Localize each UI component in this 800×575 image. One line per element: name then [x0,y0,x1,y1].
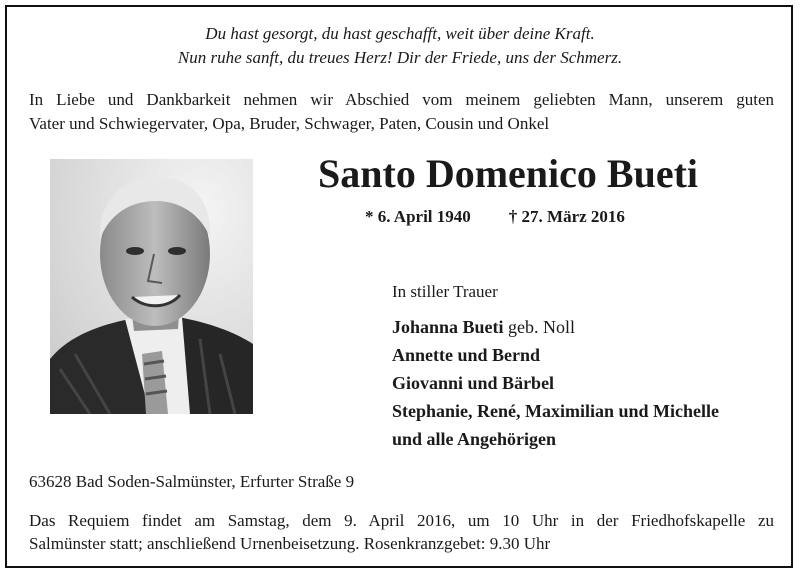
maiden-name: geb. Noll [508,317,576,337]
mourner-line: Annette und Bernd [392,345,541,365]
mourner-line: Stephanie, René, Maximilian und Michelle [392,401,720,421]
poem-line-2: Nun ruhe sanft, du treues Herz! Dir der Friede, uns der Schmerz. [177,48,623,67]
intro-line-1: In Liebe und Dankbarkeit nehmen wir Abschied vom meinem geliebten Mann, unserem guten [29,90,774,109]
life-dates [365,206,625,228]
mourner-line [392,313,719,341]
mourners-list [392,313,719,453]
portrait-photo-icon [50,159,253,414]
intro-line-2: Vater und Schwiegervater, Opa, Bruder, Schwager, Paten, Cousin und Onkel [29,114,550,133]
mourner-name: Johanna Bueti [392,317,504,337]
birth-date: * 6. April 1940 [365,207,471,226]
portrait-photo [50,159,253,414]
death-date: † 27. März 2016 [508,207,625,226]
family-address: 63628 Bad Soden-Salmünster, Erfurter Straße 9 [29,472,355,491]
mourner-line: Giovanni und Bärbel [392,373,555,393]
memorial-poem [0,22,800,70]
deceased-name: Santo Domenico Bueti [318,151,698,196]
poem-line-1: Du hast gesorgt, du hast geschafft, weit über deine Kraft. [205,24,595,43]
intro-text [29,88,774,136]
service-line-2: Salmünster statt; anschließend Urnenbeisetzung. Rosenkranzgebet: 9.30 Uhr [29,534,551,553]
mourning-heading: In stiller Trauer [392,282,498,301]
service-line-1: Das Requiem findet am Samstag, dem 9. April 2016, um 10 Uhr in der Friedhofskapelle zu [29,511,774,530]
service-info [29,509,774,555]
mourner-line: und alle Angehörigen [392,429,557,449]
